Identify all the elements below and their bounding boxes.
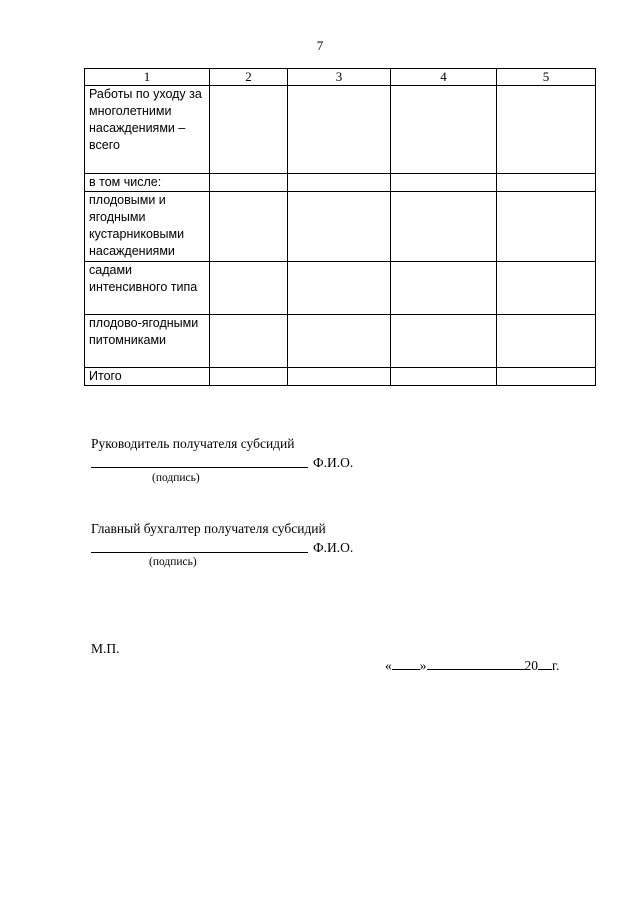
table-cell[interactable] [288, 315, 391, 368]
accountant-signature-fio: Ф.И.О. [313, 540, 354, 555]
table-cell[interactable] [497, 86, 596, 174]
table-cell[interactable] [288, 174, 391, 192]
table-cell[interactable] [210, 86, 288, 174]
row-label: плодово-ягодными питомниками [85, 315, 210, 368]
table-cell[interactable] [497, 262, 596, 315]
row-label: в том числе: [85, 174, 210, 192]
stamp-place: М.П. [91, 641, 120, 656]
table-cell[interactable] [288, 368, 391, 386]
row-label: Итого [85, 368, 210, 386]
accountant-signature-line[interactable] [91, 538, 308, 553]
table-cell[interactable] [210, 315, 288, 368]
year-prefix: 20 [524, 658, 538, 673]
head-signature-fio: Ф.И.О. [313, 455, 354, 470]
table-cell[interactable] [210, 262, 288, 315]
column-header: 1 [85, 69, 210, 86]
table-row [85, 262, 596, 315]
head-signature-line[interactable] [91, 453, 308, 468]
head-signature-title: Руководитель получателя субсидий [91, 436, 295, 451]
row-label: садами интенсивного типа [85, 262, 210, 315]
accountant-signature-title: Главный бухгалтер получателя субсидий [91, 521, 326, 536]
table-cell[interactable] [210, 174, 288, 192]
table-row [85, 174, 596, 192]
day-blank[interactable] [392, 658, 420, 670]
column-header: 2 [210, 69, 288, 86]
table-cell[interactable] [391, 86, 497, 174]
table-cell[interactable] [391, 174, 497, 192]
table-cell[interactable] [210, 192, 288, 262]
column-header: 5 [497, 69, 596, 86]
row-label: Работы по уходу за многолетними насаждениями – всего [85, 86, 210, 174]
table-cell[interactable] [288, 192, 391, 262]
table-cell[interactable] [288, 86, 391, 174]
table-cell[interactable] [288, 262, 391, 315]
table-row [85, 315, 596, 368]
table-cell[interactable] [391, 368, 497, 386]
column-header: 4 [391, 69, 497, 86]
date-close-quote: » [419, 658, 427, 673]
table-header-row [85, 69, 596, 86]
table-cell[interactable] [497, 174, 596, 192]
head-signature-caption: (подпись) [152, 472, 200, 484]
table-cell[interactable] [391, 315, 497, 368]
date-field [385, 658, 559, 674]
table-row [85, 368, 596, 386]
table-row [85, 192, 596, 262]
page-number: 7 [316, 38, 324, 53]
column-header: 3 [288, 69, 391, 86]
table-cell[interactable] [497, 192, 596, 262]
row-label: плодовыми и ягодными кустарниковыми насаждениями [85, 192, 210, 262]
year-blank[interactable] [538, 658, 552, 670]
table-cell[interactable] [497, 315, 596, 368]
month-blank[interactable] [427, 658, 525, 670]
table-row [85, 86, 596, 174]
table-cell[interactable] [497, 368, 596, 386]
table-cell[interactable] [210, 368, 288, 386]
accountant-signature-caption: (подпись) [149, 556, 197, 568]
report-table [84, 68, 596, 386]
date-open-quote: « [385, 658, 392, 673]
year-suffix: г. [552, 658, 560, 673]
table-cell[interactable] [391, 192, 497, 262]
table-cell[interactable] [391, 262, 497, 315]
